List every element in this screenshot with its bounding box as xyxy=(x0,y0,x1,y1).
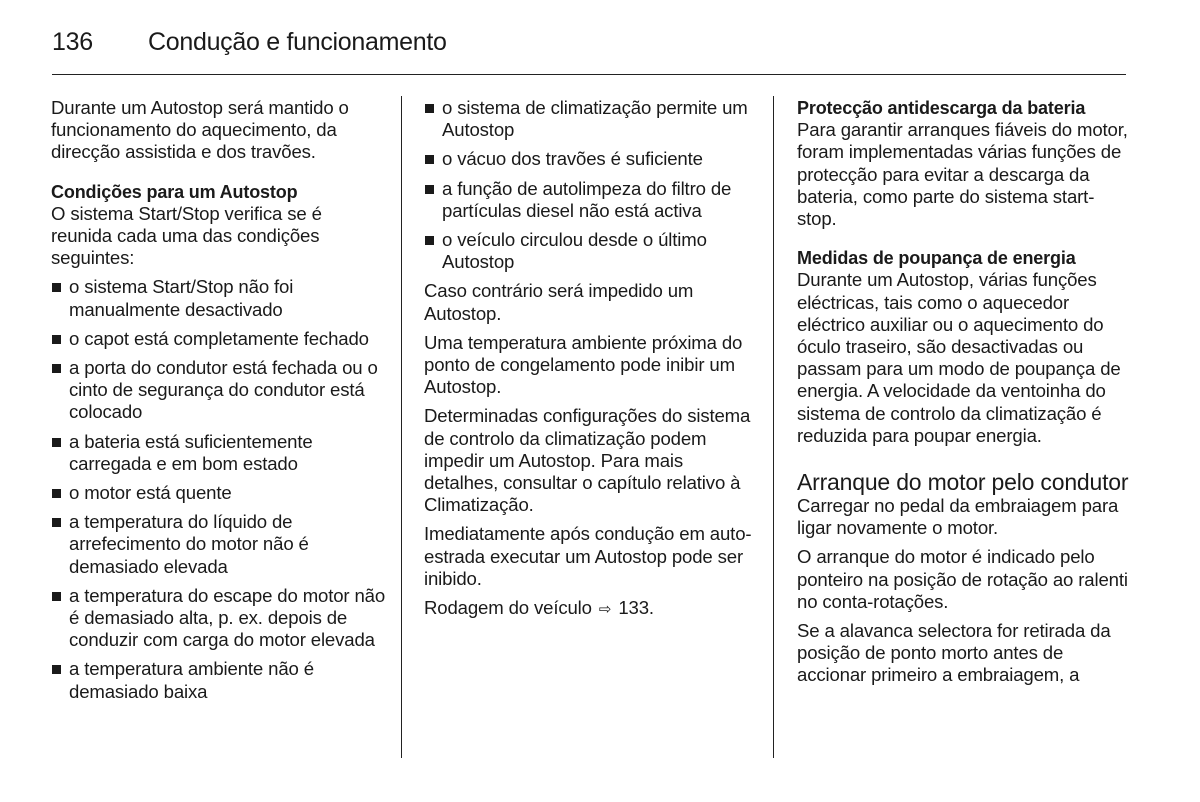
list-item: o sistema Start/Stop não foi manualmente desactivado xyxy=(51,276,387,320)
column-divider-right xyxy=(773,96,774,758)
list-item: o motor está quente xyxy=(51,482,387,504)
column-divider-left xyxy=(401,96,402,758)
list-item: a temperatura do escape do motor não é demasiado alta, p. ex. depois de conduzir com carga do motor elevada xyxy=(51,585,387,652)
cross-reference-page: 133. xyxy=(618,597,654,619)
conditions-lead: O sistema Start/Stop verifica se é reunida cada uma das condições seguintes: xyxy=(51,202,322,269)
section-heading-engine-start: Arranque do motor pelo condutor xyxy=(797,469,1129,496)
page-reference-arrow-icon: ⇨ xyxy=(598,601,612,619)
column-right xyxy=(797,97,1132,694)
page-header xyxy=(52,24,1124,76)
section-heading-battery-protection: Protecção antidescarga da bateria xyxy=(797,98,1086,118)
list-item: a porta do condutor está fechada ou o cinto de segurança do condutor está colocado xyxy=(51,357,387,424)
paragraph: Uma temperatura ambiente próxima do ponto de congelamento pode inibir um Autostop. xyxy=(424,331,743,398)
paragraph: O arranque do motor é indicado pelo ponteiro na posição de rotação ao ralenti no conta-rotações. xyxy=(797,546,1128,612)
paragraph: Para garantir arranques fiáveis do motor, foram implementadas várias funções de protecção para evitar a descarga da bateria, como parte do sistema start-stop. xyxy=(797,119,1128,230)
paragraph: Carregar no pedal da embraiagem para ligar novamente o motor. xyxy=(797,495,1119,539)
section-heading-autostop-conditions: Condições para um Autostop xyxy=(51,181,298,202)
cross-reference[interactable] xyxy=(424,597,758,621)
paragraph: Determinadas configurações do sistema de controlo da climatização podem impedir um Autostop. Para mais detalhes, consultar o capítulo relativo à Climatização. xyxy=(424,405,751,516)
list-item: o veículo circulou desde o último Autostop xyxy=(424,229,758,273)
list-item: o vácuo dos travões é suficiente xyxy=(424,148,758,170)
list-item: a função de autolimpeza do filtro de partículas diesel não está activa xyxy=(424,178,758,222)
column-left xyxy=(51,97,387,710)
cross-reference-text: Rodagem do veículo xyxy=(424,597,592,619)
page-title: Condução e funcionamento xyxy=(148,28,447,56)
paragraph: Imediatamente após condução em auto-estrada executar um Autostop pode ser inibido. xyxy=(424,523,752,589)
list-item: o sistema de climatização permite um Autostop xyxy=(424,97,758,141)
page-number: 136 xyxy=(52,28,93,56)
list-item: o capot está completamente fechado xyxy=(51,328,387,350)
list-item: a bateria está suficientemente carregada e em bom estado xyxy=(51,431,387,475)
conditions-list-continued xyxy=(424,97,758,273)
list-item: a temperatura do líquido de arrefecimento do motor não é demasiado elevada xyxy=(51,511,387,578)
header-divider xyxy=(52,74,1126,75)
list-item: a temperatura ambiente não é demasiado baixa xyxy=(51,658,387,702)
column-middle xyxy=(424,97,758,628)
paragraph: Se a alavanca selectora for retirada da posição de ponto morto antes de accionar primeiro a embraiagem, a xyxy=(797,620,1111,686)
conditions-list xyxy=(51,276,387,702)
paragraph: Durante um Autostop, várias funções eléctricas, tais como o aquecedor eléctrico auxiliar ou o aquecimento do óculo traseiro, são desactivadas ou passam para um modo de poupança de energia. A velocidade da ventoinha do sistema de controlo da climatização é reduzida para poupar energia. xyxy=(797,269,1121,446)
intro-paragraph: Durante um Autostop será mantido o funcionamento do aquecimento, da direcção assistida e dos travões. xyxy=(51,97,349,163)
paragraph: Caso contrário será impedido um Autostop. xyxy=(424,280,694,324)
section-heading-energy-saving: Medidas de poupança de energia xyxy=(797,248,1076,269)
